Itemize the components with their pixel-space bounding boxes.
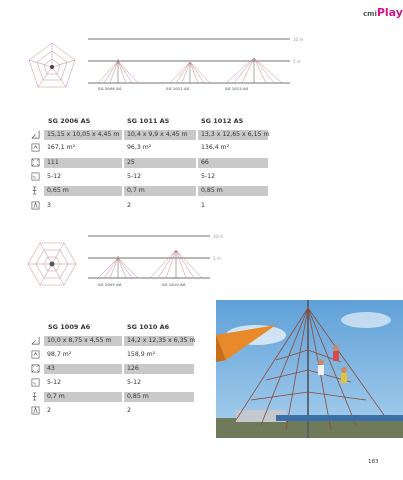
users-value: 43 bbox=[44, 364, 122, 374]
diagram-label-2: SG 1010 A6 bbox=[162, 283, 186, 287]
page-number: 183 bbox=[368, 459, 379, 465]
column-title: SG 1009 A6 bbox=[48, 323, 91, 331]
top-view-star-5 bbox=[29, 43, 75, 87]
scale-top-label: 10 m bbox=[293, 37, 304, 42]
age-icon bbox=[31, 172, 40, 181]
fall-height-value: 0,85 m bbox=[198, 186, 268, 196]
side-profile-4 bbox=[98, 256, 138, 278]
column-title: SG 1010 A6 bbox=[127, 323, 170, 331]
users-value: 66 bbox=[198, 158, 268, 168]
dimensions-value: 15,15 x 10,05 x 4,45 m bbox=[44, 130, 122, 140]
dimensions-icon bbox=[31, 336, 40, 345]
scale-top-label: 10 m bbox=[213, 234, 224, 239]
fall-height-icon bbox=[31, 186, 40, 195]
area-icon bbox=[31, 350, 40, 359]
side-profile-3 bbox=[226, 58, 282, 83]
age-value: 5-12 bbox=[201, 173, 216, 180]
staff-value: 2 bbox=[127, 407, 131, 414]
dimensions-value: 10,0 x 8,75 x 4,55 m bbox=[44, 336, 122, 346]
users-icon bbox=[31, 364, 40, 373]
section2-diagram bbox=[0, 228, 403, 293]
diagram-label-1: SG 2006 AS bbox=[98, 87, 122, 91]
dimensions-value: 14,2 x 12,35 x 6,35 m bbox=[124, 336, 194, 346]
fall-height-value: 0,7 m bbox=[44, 392, 122, 402]
brand-logo: cmiPlay bbox=[363, 6, 403, 19]
users-value: 126 bbox=[124, 364, 194, 374]
staff-icon bbox=[31, 406, 40, 415]
svg-text:%: % bbox=[32, 381, 37, 386]
staff-value: 2 bbox=[47, 407, 51, 414]
area-value: 167,1 m² bbox=[47, 144, 76, 151]
side-profile-2 bbox=[170, 62, 210, 83]
fall-height-value: 0,85 m bbox=[124, 392, 194, 402]
staff-icon bbox=[31, 201, 40, 210]
area-value: 98,7 m² bbox=[47, 351, 72, 358]
svg-text:%: % bbox=[32, 175, 37, 180]
age-value: 5-12 bbox=[127, 379, 142, 386]
dimensions-icon bbox=[31, 130, 40, 139]
scale-mid-label: 5 m bbox=[293, 59, 301, 64]
column-title: SG 1011 AS bbox=[127, 117, 170, 125]
dimensions-value: 13,3 x 12,65 x 6,15 m bbox=[198, 130, 268, 140]
diagram-label-3: SG 1012 AS bbox=[225, 87, 249, 91]
users-value: 111 bbox=[44, 158, 122, 168]
staff-value: 3 bbox=[47, 202, 51, 209]
staff-value: 1 bbox=[201, 202, 205, 209]
top-view-star-6 bbox=[28, 243, 76, 285]
fall-height-icon bbox=[31, 392, 40, 401]
column-title: SG 1012 AS bbox=[201, 117, 244, 125]
side-profile-5 bbox=[150, 250, 202, 278]
area-value: 96,3 m² bbox=[127, 144, 152, 151]
age-value: 5-12 bbox=[47, 379, 62, 386]
area-icon bbox=[31, 143, 40, 152]
playground-photo bbox=[216, 300, 403, 438]
area-value: 136,4 m² bbox=[201, 144, 230, 151]
staff-value: 2 bbox=[127, 202, 131, 209]
fall-height-value: 0,7 m bbox=[124, 186, 196, 196]
scale-mid-label: 5 m bbox=[213, 256, 221, 261]
users-icon bbox=[31, 158, 40, 167]
side-profile-1 bbox=[98, 59, 138, 83]
diagram-label-1: SG 1009 A6 bbox=[98, 283, 122, 287]
column-title: SG 2006 AS bbox=[48, 117, 91, 125]
age-value: 5-12 bbox=[47, 173, 62, 180]
fall-height-value: 0,65 m bbox=[44, 186, 122, 196]
age-value: 5-12 bbox=[127, 173, 142, 180]
dimensions-value: 10,4 x 9,9 x 4,45 m bbox=[124, 130, 196, 140]
area-value: 158,9 m² bbox=[127, 351, 156, 358]
age-icon bbox=[31, 378, 40, 387]
playground-photo-illustration bbox=[216, 300, 403, 438]
users-value: 25 bbox=[124, 158, 196, 168]
diagram-label-2: SG 1011 AS bbox=[166, 87, 190, 91]
section1-diagram bbox=[0, 30, 403, 100]
